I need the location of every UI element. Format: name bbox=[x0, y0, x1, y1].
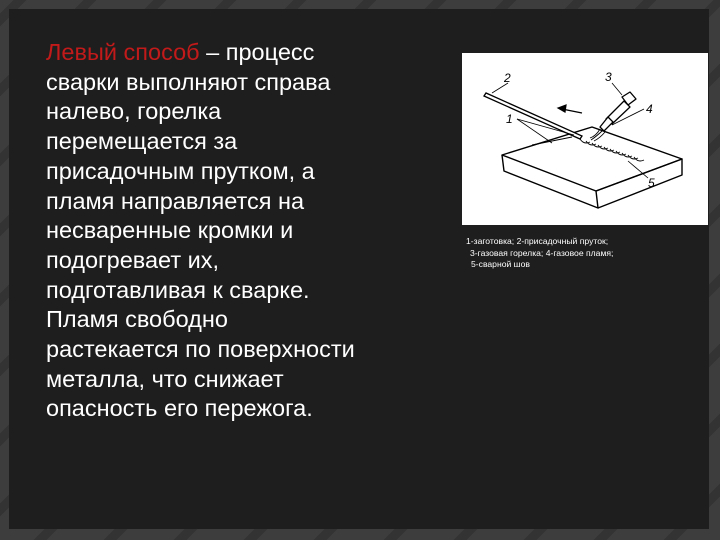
caption-line: 5-сварной шов bbox=[471, 259, 530, 269]
paragraph-line: – процесс bbox=[199, 39, 315, 65]
paragraph-line: Пламя свободно bbox=[46, 306, 228, 333]
paragraph-line: налево, горелка bbox=[46, 98, 222, 125]
gas-torch-drawing bbox=[600, 92, 636, 131]
label-3: 3 bbox=[605, 70, 612, 84]
paragraph-line: металла, что снижает bbox=[46, 365, 284, 392]
label-1: 1 bbox=[506, 112, 513, 126]
gas-flame-drawing bbox=[590, 129, 605, 141]
paragraph-line: подготавливая к сварке. bbox=[46, 276, 310, 303]
paragraph-line: перемещается за bbox=[46, 128, 238, 155]
welding-diagram-drawing bbox=[462, 53, 708, 225]
paragraph-line: присадочным прутком, а bbox=[46, 157, 315, 184]
paragraph-line: сварки выполняют справа bbox=[46, 68, 331, 95]
filler-rod-drawing bbox=[484, 93, 582, 139]
body-paragraph bbox=[46, 38, 431, 424]
caption-line: 1-заготовка; 2-присадочный пруток; bbox=[466, 236, 609, 246]
welding-diagram bbox=[462, 53, 708, 225]
paragraph-line: подогревает их, bbox=[46, 246, 220, 273]
paragraph-line: несваренные кромки и bbox=[46, 217, 294, 244]
direction-arrow bbox=[558, 105, 582, 113]
highlight-term: Левый способ bbox=[46, 39, 200, 65]
label-2: 2 bbox=[504, 71, 511, 85]
paragraph-line: растекается по поверхности bbox=[46, 336, 355, 363]
paragraph-line: пламя направляется на bbox=[46, 187, 305, 214]
paragraph-line: опасность его пережога. bbox=[46, 395, 313, 422]
label-5: 5 bbox=[648, 176, 655, 190]
label-4: 4 bbox=[646, 102, 653, 116]
figure-caption bbox=[466, 236, 706, 271]
caption-line: 3-газовая горелка; 4-газовое пламя; bbox=[470, 247, 614, 258]
